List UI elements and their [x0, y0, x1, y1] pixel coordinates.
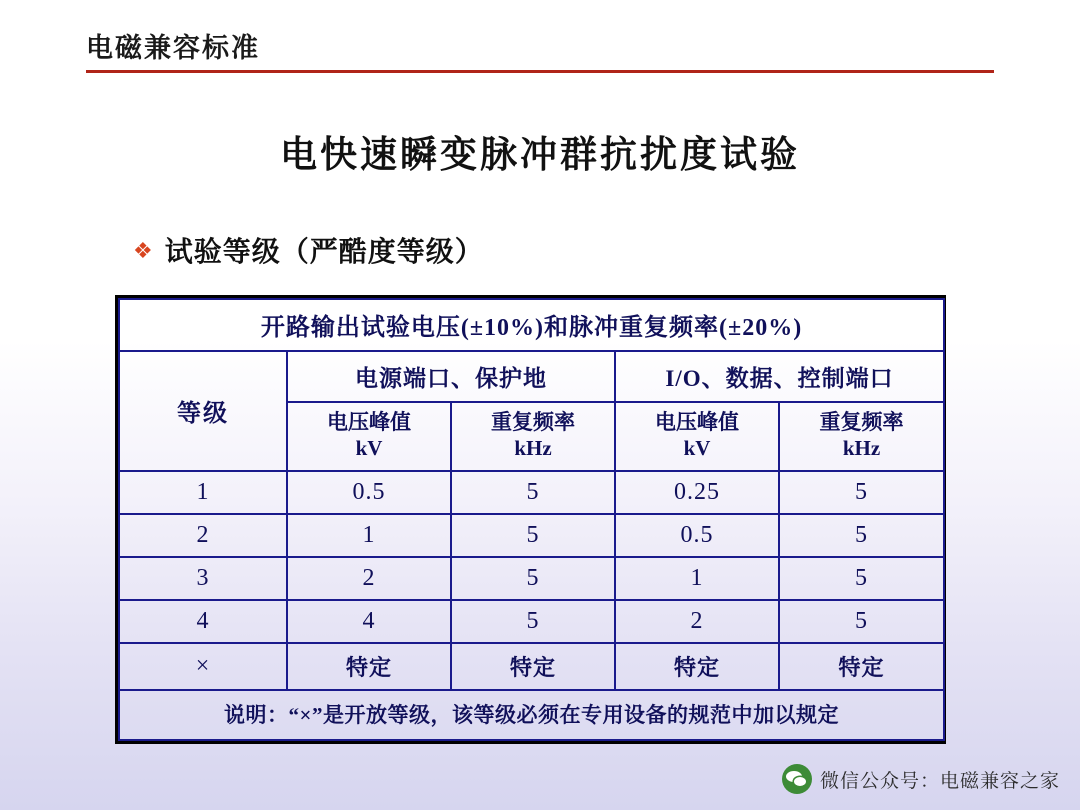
cell-level: 1 [119, 471, 287, 514]
subheader-line1: 电压峰值 [327, 410, 411, 434]
column-header-level: 等级 [119, 351, 287, 471]
table-row [119, 351, 944, 402]
table-note: 说明：“×”是开放等级，该等级必须在专用设备的规范中加以规定 [119, 690, 944, 740]
cell-io-voltage: 0.5 [615, 514, 779, 557]
cell-level: 3 [119, 557, 287, 600]
subheader-power-frequency [451, 402, 615, 471]
cell-power-frequency: 5 [451, 514, 615, 557]
table-row [119, 557, 944, 600]
cell-power-frequency: 5 [451, 471, 615, 514]
page-title: 电磁兼容标准 [86, 33, 260, 63]
cell-power-voltage: 1 [287, 514, 451, 557]
diamond-bullet-icon: ❖ [133, 238, 153, 263]
cell-io-voltage: 1 [615, 557, 779, 600]
subheader-line1: 重复频率 [491, 410, 575, 434]
cell-power-voltage: 2 [287, 557, 451, 600]
header-divider [86, 70, 994, 73]
cell-power-frequency: 特定 [451, 643, 615, 690]
subheader-power-voltage [287, 402, 451, 471]
cell-level: × [119, 643, 287, 690]
subheader-line2: kHz [842, 436, 881, 461]
wechat-icon [782, 764, 812, 794]
subheader-line2: kHz [514, 436, 552, 461]
cell-io-frequency: 5 [779, 471, 944, 514]
slide-header [86, 34, 994, 73]
cell-power-voltage: 特定 [287, 643, 451, 690]
cell-io-voltage: 特定 [615, 643, 779, 690]
group-header-io-port: I/O、数据、控制端口 [615, 351, 944, 402]
cell-power-voltage: 4 [287, 600, 451, 643]
subheader-line1: 重复频率 [819, 410, 904, 434]
subheader-line2: kV [355, 436, 383, 461]
cell-io-frequency: 特定 [779, 643, 944, 690]
bullet-heading-label: 试验等级（严酷度等级） [164, 237, 484, 268]
table-row [119, 514, 944, 557]
wechat-label: 微信公众号：电磁兼容之家 [819, 770, 1060, 792]
test-level-table [118, 298, 945, 741]
table-caption: 开路输出试验电压(±10%)和脉冲重复频率(±20%) [119, 299, 944, 351]
slide-title: 电快速瞬变脉冲群抗扰度试验 [280, 135, 800, 176]
table-row [119, 600, 944, 643]
subheader-line1: 电压峰值 [655, 410, 739, 434]
cell-power-frequency: 5 [451, 600, 615, 643]
subheader-io-frequency [779, 402, 944, 471]
cell-io-frequency: 5 [779, 514, 944, 557]
cell-io-voltage: 0.25 [615, 471, 779, 514]
table-row [119, 299, 944, 351]
group-header-power-port: 电源端口、保护地 [287, 351, 615, 402]
test-level-table-container [115, 295, 946, 744]
table-row [119, 471, 944, 514]
cell-io-frequency: 5 [779, 600, 944, 643]
bullet-heading [133, 230, 484, 270]
cell-level: 4 [119, 600, 287, 643]
table-row [119, 643, 944, 690]
cell-io-frequency: 5 [779, 557, 944, 600]
cell-power-voltage: 0.5 [287, 471, 451, 514]
cell-io-voltage: 2 [615, 600, 779, 643]
table-row [119, 690, 944, 740]
cell-level: 2 [119, 514, 287, 557]
subheader-line2: kV [683, 436, 711, 461]
wechat-watermark [782, 764, 1060, 794]
cell-power-frequency: 5 [451, 557, 615, 600]
subheader-io-voltage [615, 402, 779, 471]
